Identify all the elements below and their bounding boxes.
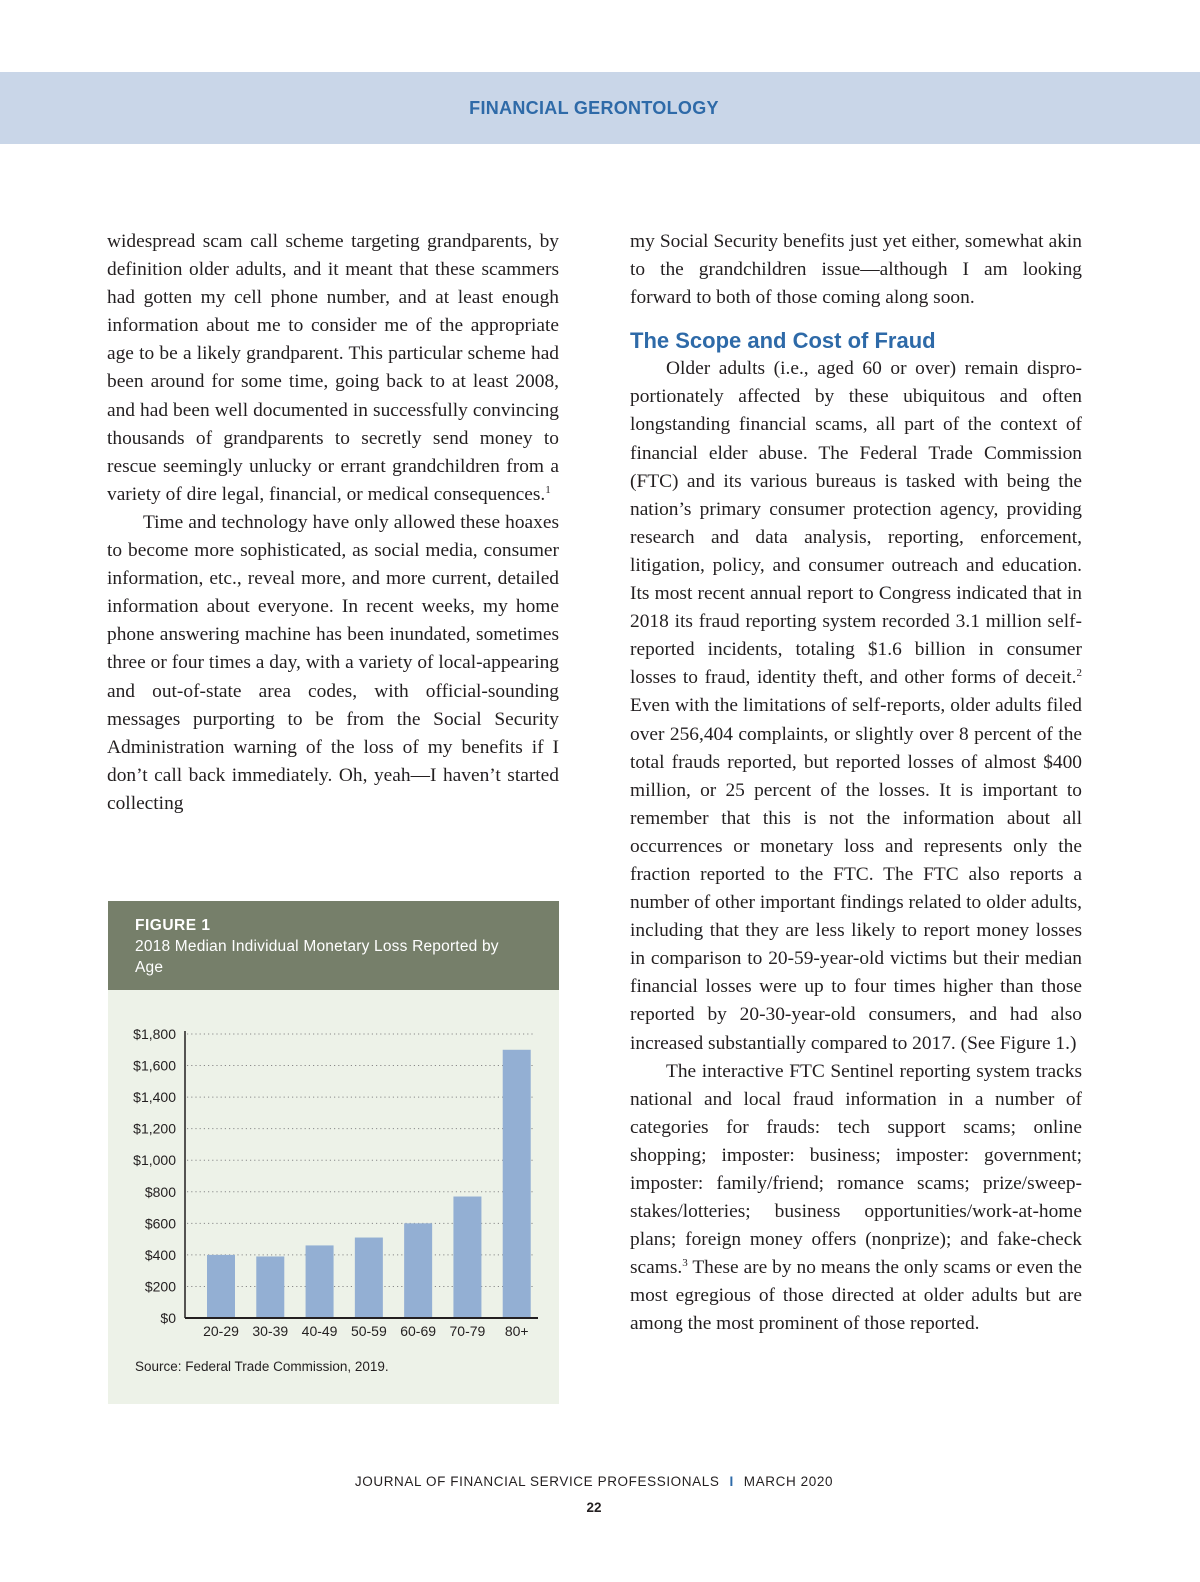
footer-separator: I [729, 1474, 734, 1489]
x-tick-label: 80+ [504, 1323, 529, 1339]
bar [306, 1245, 334, 1318]
left-column [107, 228, 559, 818]
x-tick-label: 30-39 [252, 1323, 289, 1339]
footnote-ref-2[interactable]: 2 [1076, 667, 1082, 680]
issue-date: MARCH 2020 [743, 1474, 834, 1489]
right-paragraph-2: The interactive FTC Sentinel reporting system tracks national and local fraud information in a number of categories for frauds: tech support scams; online shopping; imposter: business; imposter: government; imposter: family/friend; romance scams; prize/sweepstakes/lotteries; business opportunities/work-at-home plans; foreign money offers (nonprize); and fake-check scams.$^3$ These are by no means the only scams or even the most egregious of those directed at older adults but are among the most prominent of those reported. [630, 1060, 1082, 1335]
bar [256, 1256, 284, 1318]
footer [0, 1474, 1188, 1489]
x-tick-label: 70-79 [449, 1323, 486, 1339]
x-tick-label: 60-69 [400, 1323, 437, 1339]
figure-caption: 2018 Median Individual Monetary Loss Reported by Age [135, 938, 499, 976]
bar [207, 1255, 235, 1318]
x-tick-label: 20-29 [203, 1323, 239, 1339]
running-header: FINANCIAL GERONTOLOGY [469, 98, 719, 118]
right-paragraph-1: Older adults (i.e., aged 60 or over) remain disproportionately affected by these ubiquitous and often longstanding financial scams, all part of the context of financial elder abuse. The Federal Trade Commission (FTC) and its various bureaus is tasked with being the nation’s primary consumer protection agency, providing research and data analysis, reporting, enforcement, litigation, policy, and consumer outreach and education. Its most recent annual report to Congress indicated that in 2018 its fraud reporting system recorded 3.1 million self-reported incidents, totaling $1.6 billion in consumer losses to fraud, identity theft, and other forms of deceit.$^2$ Even with the limitations of self-reports, older adults filed over 256,404 complaints, or slightly over 8 percent of the total frauds reported, but reported losses of almost $400 million, or 25 percent of the losses. It is important to remember that this is not the information about all occurrences or monetary loss and represents only the fraction reported to the FTC. The FTC also reports a number of other important findings related to older adults, including that they are less likely to report money losses in comparison to 20-59-year-old victims but their median financial losses were up to four times higher than those reported by 20-30-year-old consumers, and had also increased substantially compared to 2017. (See Figure 1.) [630, 358, 1082, 1054]
y-tick-label: $600 [144, 1215, 176, 1232]
journal-name: JOURNAL OF FINANCIAL SERVICE PROFESSIONALS [354, 1474, 720, 1489]
y-tick-label: $800 [144, 1183, 176, 1200]
y-tick-label: $200 [144, 1278, 176, 1295]
y-tick-label: $1,600 [133, 1057, 176, 1074]
bar [453, 1197, 481, 1318]
right-paragraph-0: my Social Security benefits just yet either, somewhat akin to the grandchildren issue—although I am looking forward to both of those coming along soon. [630, 231, 1082, 309]
y-tick-label: $400 [144, 1246, 176, 1263]
bar [404, 1223, 432, 1318]
y-tick-label: $1,200 [133, 1120, 176, 1137]
x-tick-label: 40-49 [301, 1323, 338, 1339]
figure-label: FIGURE 1 [135, 917, 211, 934]
page-number: 22 [586, 1500, 602, 1515]
y-tick-label: $1,800 [133, 1026, 176, 1042]
y-tick-label: $0 [160, 1310, 176, 1326]
bar [355, 1238, 383, 1318]
figure-1 [108, 901, 559, 1404]
footnote-ref-3[interactable]: 3 [682, 1257, 688, 1270]
section-heading: The Scope and Cost of Fraud [630, 328, 936, 354]
left-paragraph-1: widespread scam call scheme targeting grandparents, by definition older adults, and it meant that these scammers had gotten my cell phone number, and at least enough information about me to consider me of the appropriate age to be a likely grandparent. This particular scheme had been around for some time, going back to at least 2008, and had been well documented in successfully convincing thousands of grandparents to secretly send money to rescue seemingly unlucky or errant grandchildren from a variety of dire legal, financial, or medical consequences.$^1$ [107, 231, 559, 505]
right-column [630, 228, 1082, 1339]
bar-chart [108, 901, 559, 1361]
left-paragraph-2: Time and technology have only allowed these hoaxes to become more sophisticated, as social media, consumer information, etc., reveal more, and more current, detailed information about everyone. In recent weeks, my home phone answering machine has been inundated, sometimes three or four times a day, with a variety of local-appearing and out-of-state area codes, with official-sounding messages purporting to be from the Social Security Administration warning of the loss of my benefits if I don’t call back immediately. Oh, yeah—I haven’t started collecting [107, 511, 559, 814]
figure-source: Source: Federal Trade Commission, 2019. [135, 1359, 389, 1374]
footnote-ref-1[interactable]: 1 [545, 483, 551, 496]
y-tick-label: $1,000 [133, 1152, 176, 1169]
bar [503, 1050, 531, 1318]
x-tick-label: 50-59 [350, 1323, 387, 1339]
y-tick-label: $1,400 [133, 1089, 176, 1106]
